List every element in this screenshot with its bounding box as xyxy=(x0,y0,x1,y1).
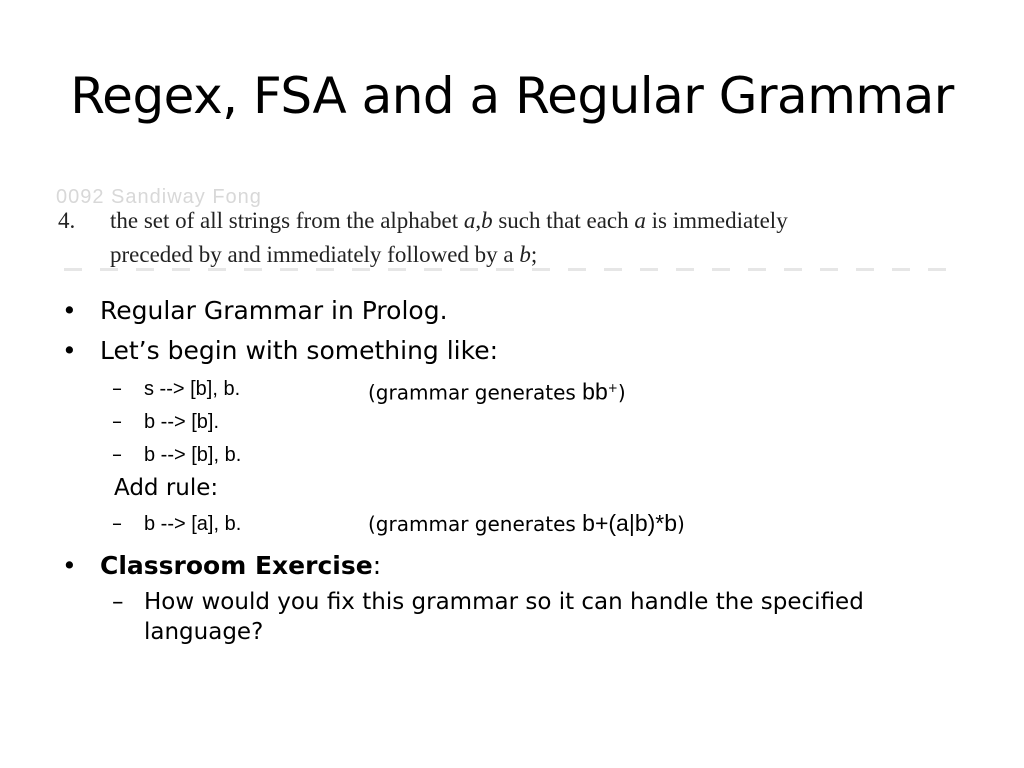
sub-bullet-dash: – xyxy=(112,409,122,433)
var-a: a xyxy=(634,208,646,233)
grammar-rule: b --> [a], b. xyxy=(144,513,242,535)
note-text: (grammar generates xyxy=(368,512,583,536)
excerpt-text: such that each xyxy=(492,208,635,233)
excerpt-text: is immediately xyxy=(645,208,788,233)
excerpt-line-1 xyxy=(76,204,788,238)
add-rule-label: Add rule: xyxy=(114,475,219,501)
note-text: ) xyxy=(617,380,626,405)
rule-item xyxy=(60,407,960,440)
exercise-colon: : xyxy=(372,551,382,580)
note-expression: bb xyxy=(582,378,608,405)
note-expression: b+(a|b)*b xyxy=(582,510,678,536)
var-b: b xyxy=(519,242,531,267)
rule-item xyxy=(60,440,960,473)
excerpt-line-2 xyxy=(76,238,788,272)
exercise-item-4 xyxy=(58,204,788,272)
question-line-2: language? xyxy=(144,619,264,645)
rule-note xyxy=(368,374,626,407)
sub-bullet-dash: – xyxy=(112,589,124,615)
question-line-1: How would you fix this grammar so it can handle the specified xyxy=(144,589,864,615)
faded-footer-line xyxy=(64,268,954,271)
excerpt-comma: , xyxy=(475,208,482,233)
bullet-dot: • xyxy=(62,336,77,365)
exercise-heading: Classroom Exercise xyxy=(100,551,373,580)
excerpt-text: the set of all strings from the alphabet xyxy=(110,208,464,233)
rule-item xyxy=(60,509,960,549)
grammar-rule: b --> [b], b. xyxy=(144,444,242,466)
exercise-question xyxy=(60,587,960,647)
bullet-item xyxy=(60,549,960,587)
note-superscript: + xyxy=(607,381,618,395)
bullet-dot: • xyxy=(62,296,77,325)
bullet-item xyxy=(60,294,960,334)
textbook-excerpt-image xyxy=(54,180,962,280)
bullet-item xyxy=(60,334,960,374)
grammar-rule: s --> [b], b. xyxy=(144,378,241,400)
rule-note xyxy=(368,509,685,538)
excerpt-text: preceded by and immediately followed by a xyxy=(110,242,520,267)
slide-title: Regex, FSA and a Regular Grammar xyxy=(70,67,954,125)
bullet-dot: • xyxy=(62,551,77,580)
rule-item xyxy=(60,374,960,407)
bullet-text: Regular Grammar in Prolog. xyxy=(100,296,448,325)
sub-bullet-dash: – xyxy=(112,442,122,466)
var-b: b xyxy=(481,208,493,233)
item-number: 4. xyxy=(58,208,76,233)
note-text: ) xyxy=(677,512,685,536)
faded-header-text: 0092 Sandiway Fong xyxy=(56,186,262,208)
bullet-text: Let’s begin with something like: xyxy=(100,336,499,365)
sub-bullet-dash: – xyxy=(112,376,122,400)
var-a: a xyxy=(463,208,476,233)
slide-body xyxy=(60,294,960,647)
excerpt-semicolon: ; xyxy=(530,242,538,267)
note-text: (grammar generates xyxy=(368,380,583,405)
grammar-rule: b --> [b]. xyxy=(144,411,220,433)
sub-bullet-dash: – xyxy=(112,511,122,535)
